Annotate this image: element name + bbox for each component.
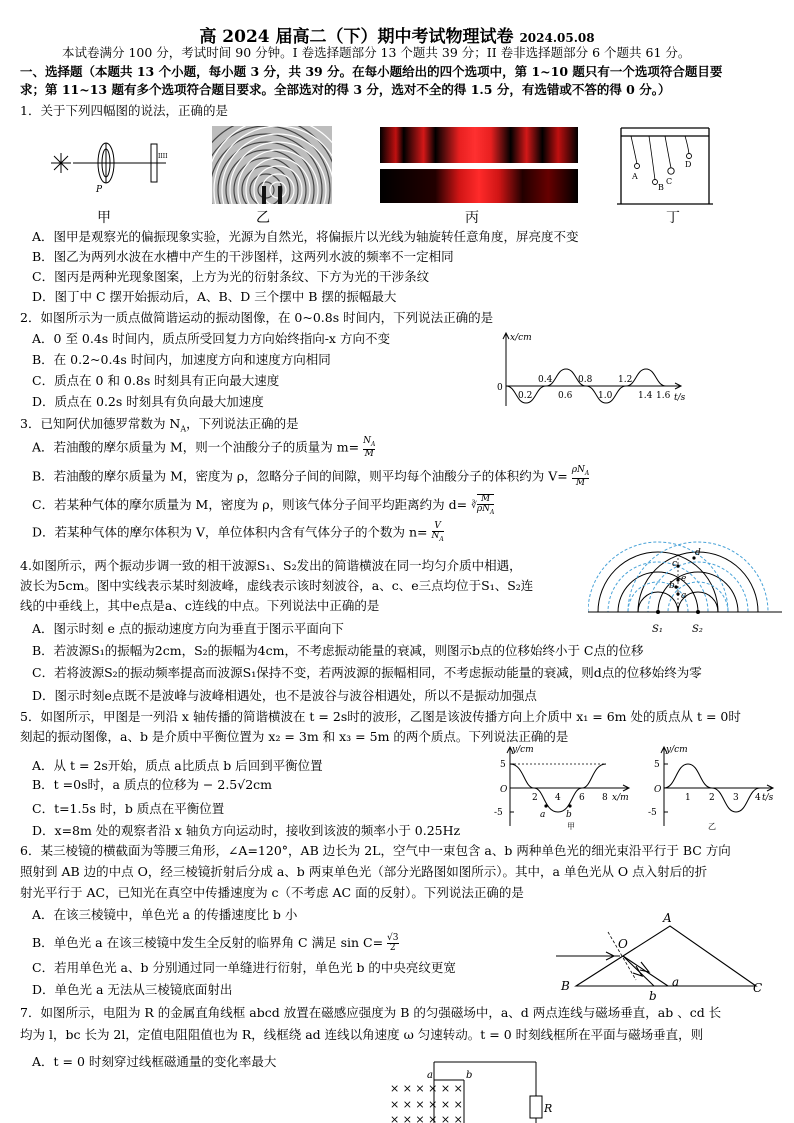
pendulum-label-a: A bbox=[632, 172, 638, 181]
q3-option-a: A．若油酸的摩尔质量为 M，则一个油酸分子的质量为 m= $\frac{N_A}{M}$ bbox=[32, 436, 376, 459]
svg-text:× × × × × ×: × × × × × × bbox=[390, 1082, 463, 1095]
q2-graph bbox=[494, 328, 694, 408]
svg-text:C: C bbox=[753, 981, 763, 995]
q4-stem-line1: 4.如图所示，两个振动步调一致的相干波源S₁、S₂发出的简谐横波在同一均匀介质中相遇， bbox=[20, 558, 522, 573]
q4-option-d: D．图示时刻e点既不是波峰与波峰相遇处，也不是波谷与波谷相遇处，所以不是振动加强点 bbox=[32, 688, 537, 703]
q7-stem-line1: 7．如图所示，电阻为 R 的金属直角线框 abcd 放置在磁感应强度为 B 的匀强磁场中，a、d 两点连线与磁场垂直，ab 、cd 长 bbox=[20, 1005, 722, 1020]
q4-figure bbox=[588, 536, 782, 640]
q1-figure-yi bbox=[212, 126, 332, 204]
svg-text:x/cm: x/cm bbox=[510, 333, 532, 343]
svg-text:b: b bbox=[669, 581, 675, 591]
q5-option-b: B．t =0s时，a 质点的位移为 − 2.5√2cm bbox=[32, 777, 273, 792]
q1-figure-bing bbox=[380, 125, 578, 205]
svg-text:0.6: 0.6 bbox=[558, 391, 573, 401]
svg-text:y/cm: y/cm bbox=[666, 745, 688, 755]
q5-stem-line1: 5．如图所示，甲图是一列沿 x 轴传播的简谐横波在 t = 2s时的波形，乙图是该波传播方向上介质中 x₁ = 6m 处的质点从 t = 0时 bbox=[20, 709, 741, 724]
svg-text:3: 3 bbox=[733, 793, 739, 803]
section-heading-line1: 一、选择题（本题共 13 个小题，每小题 3 分，共 39 分。在每小题给出的四个选项中，第 1~10 题只有一个选项符合题目要 bbox=[20, 64, 723, 79]
q3-option-d: D．若某种气体的摩尔体积为 V，单位体积内含有气体分子的个数为 n= $\frac{V}{N_A}$ bbox=[32, 521, 444, 543]
svg-text:y/cm: y/cm bbox=[512, 745, 534, 755]
svg-text:d: d bbox=[695, 548, 701, 558]
svg-text:1.4: 1.4 bbox=[638, 391, 653, 401]
svg-text:O: O bbox=[654, 785, 662, 795]
svg-text:t/s: t/s bbox=[762, 793, 774, 803]
svg-text:× × × × × ×: × × × × × × bbox=[390, 1113, 463, 1123]
q1-caption-ding: 丁 bbox=[666, 210, 680, 226]
q7-option-a: A．t = 0 时刻穿过线框磁通量的变化率最大 bbox=[32, 1054, 277, 1069]
svg-text:-5: -5 bbox=[494, 808, 503, 818]
q5-option-a: A．从 t = 2s开始，质点 a比质点 b 后回到平衡位置 bbox=[32, 758, 323, 773]
q2-option-d: D．质点在 0.2s 时刻具有负向最大加速度 bbox=[32, 394, 264, 409]
q4-stem-line2: 波长为5cm。图中实线表示某时刻波峰，虚线表示该时刻波谷，a、c、e三点均位于S₁、S₂连 bbox=[20, 578, 534, 593]
q6-stem-line3: 射光平行于 AC，已知光在真空中传播速度为 c（不考虑 AC 面的反射）。下列说法正确的是 bbox=[20, 885, 524, 900]
q2-option-b: B．在 0.2~0.4s 时间内，加速度方向和速度方向相同 bbox=[32, 352, 331, 367]
svg-text:0.8: 0.8 bbox=[578, 375, 593, 385]
q5-stem-line2: 刻起的振动图像，a、b 是介质中平衡位置为 x₂ = 3m 和 x₃ = 5m 的两个质点。下列说法正确的是 bbox=[20, 729, 569, 744]
svg-text:O: O bbox=[500, 785, 508, 795]
q5-graph-yi bbox=[644, 742, 778, 832]
q4-option-b: B．若波源S₁的振幅为2cm，S₂的振幅为4cm，不考虑振动能量的衰减，则图示b点的位移始终小于 C点的位移 bbox=[32, 643, 644, 658]
svg-text:2: 2 bbox=[709, 793, 715, 803]
svg-text:e: e bbox=[681, 574, 687, 584]
q6-stem-line1: 6．某三棱镜的横截面为等腰三角形，∠A=120°，AB 边长为 2L，空气中一束包含 a、b 两种单色光的细光束沿平行于 BC 方向 bbox=[20, 843, 731, 858]
q3-option-c: C．若某种气体的摩尔质量为 M，密度为 ρ，则该气体分子间平均距离约为 d= ∛ M $\rho N_A$ bbox=[32, 494, 495, 516]
svg-text:甲: 甲 bbox=[567, 822, 575, 831]
svg-text:b: b bbox=[466, 1070, 473, 1081]
exam-date: 2024.05.08 bbox=[519, 31, 595, 45]
q5-option-d: D．x=8m 处的观察者沿 x 轴负方向运动时，接收到该波的频率小于 0.25Hz bbox=[32, 823, 461, 838]
q2-option-a: A．0 至 0.4s 时间内，质点所受回复力方向始终指向-x 方向不变 bbox=[32, 331, 390, 346]
q1-option-d: D．图丁中 C 摆开始振动后，A、B、D 三个摆中 B 摆的振幅最大 bbox=[32, 289, 397, 304]
svg-text:4: 4 bbox=[555, 793, 561, 803]
svg-text:b: b bbox=[566, 810, 572, 820]
svg-text:a: a bbox=[672, 975, 680, 989]
q6-prism-figure bbox=[556, 910, 768, 1002]
q1-option-c: C．图丙是两种光现象图案，上方为光的衍射条纹、下方为光的干涉条纹 bbox=[32, 269, 430, 284]
page-title: 高 2024 届高二（下）期中考试物理试卷 2024.05.08 bbox=[199, 27, 595, 47]
svg-text:1.2: 1.2 bbox=[618, 375, 633, 385]
q6-option-b: B．单色光 a 在该三棱镜中发生全反射的临界角 C 满足 sin C= $\frac{√3}{2}$ bbox=[32, 933, 399, 953]
q1-caption-bing: 丙 bbox=[465, 210, 479, 226]
q7-stem-line2: 均为 l，bc 长为 2l，定值电阻阻值也为 R，线框绕 ad 连线以角速度 ω 匀速转动。t = 0 时刻线框所在平面与磁场垂直，则 bbox=[20, 1027, 704, 1042]
q2-stem: 2．如图所示为一质点做简谐运动的振动图像，在 0~0.8s 时间内，下列说法正确的是 bbox=[20, 310, 494, 325]
q1-caption-yi: 乙 bbox=[256, 210, 270, 226]
svg-text:0.2: 0.2 bbox=[518, 391, 533, 401]
svg-text:c: c bbox=[672, 559, 678, 569]
svg-text:O: O bbox=[618, 937, 628, 951]
q6-option-a: A．在该三棱镜中，单色光 a 的传播速度比 b 小 bbox=[32, 907, 298, 922]
q5-graph-jia bbox=[488, 742, 636, 832]
svg-text:IIII: IIII bbox=[158, 153, 168, 160]
svg-text:B: B bbox=[561, 979, 570, 993]
svg-text:0.4: 0.4 bbox=[538, 375, 553, 385]
q3-option-b: B．若油酸的摩尔质量为 M，密度为 ρ，忽略分子间的间隙，则平均每个油酸分子的体积约为 V= $\rho N_A$ M bbox=[32, 465, 590, 488]
svg-text:2: 2 bbox=[532, 793, 538, 803]
svg-text:4: 4 bbox=[755, 793, 761, 803]
polarizer-label: P bbox=[96, 185, 103, 195]
svg-text:6: 6 bbox=[579, 793, 585, 803]
exam-notice: 本试卷满分 100 分，考试时间 90 分钟。I 卷选择题部分 13 个题共 39 分；II 卷非选择题部分 6 个题共 61 分。 bbox=[62, 45, 691, 60]
q4-option-a: A．图示时刻 e 点的振动速度方向为垂直于图示平面向下 bbox=[32, 621, 344, 636]
q3-stem: 3．已知阿伏加德罗常数为 $N_A$，下列说法正确的是 bbox=[20, 416, 299, 434]
svg-text:x/m: x/m bbox=[612, 793, 629, 803]
svg-text:t/s: t/s bbox=[674, 393, 686, 403]
svg-text:R: R bbox=[544, 1102, 553, 1115]
svg-text:0: 0 bbox=[497, 383, 503, 393]
svg-text:a: a bbox=[427, 1070, 433, 1081]
svg-text:-5: -5 bbox=[648, 808, 657, 818]
q1-caption-jia: 甲 bbox=[97, 210, 111, 226]
svg-text:1.6: 1.6 bbox=[656, 391, 671, 401]
q1-option-b: B．图乙为两列水波在水槽中产生的干涉图样，这两列水波的频率不一定相同 bbox=[32, 249, 454, 264]
q6-stem-line2: 照射到 AB 边的中点 O，经三棱镜折射后分成 a、b 两束单色光（部分光路图如图所示）。其中，a 单色光从 O 点入射后的折 bbox=[20, 864, 708, 879]
pendulum-label-b: B bbox=[658, 183, 664, 192]
svg-text:1: 1 bbox=[685, 793, 691, 803]
q4-option-c: C．若将波源S₂的振动频率提高而波源S₁保持不变，若两波源的振幅相同，不考虑振动能量的衰减，则d点的位移始终为零 bbox=[32, 665, 702, 680]
q6-option-d: D．单色光 a 无法从三棱镜底面射出 bbox=[32, 982, 233, 997]
q7-figure bbox=[384, 1060, 554, 1123]
svg-text:b: b bbox=[649, 989, 657, 1002]
q4-stem-line3: 线的中垂线上，其中e点是a、c连线的中点。下列说法中正确的是 bbox=[20, 598, 380, 613]
svg-text:S₁: S₁ bbox=[652, 624, 663, 635]
q1-figure-ding bbox=[617, 124, 713, 206]
svg-text:a: a bbox=[681, 591, 687, 601]
svg-text:8: 8 bbox=[602, 793, 608, 803]
q6-option-c: C．若用单色光 a、b 分别通过同一单缝进行衍射，单色光 b 的中央亮纹更宽 bbox=[32, 960, 456, 975]
svg-text:乙: 乙 bbox=[708, 822, 716, 831]
svg-text:S₂: S₂ bbox=[692, 624, 703, 635]
svg-text:× × × × × ×: × × × × × × bbox=[390, 1098, 463, 1111]
svg-text:5: 5 bbox=[654, 760, 660, 770]
pendulum-label-c: C bbox=[666, 177, 673, 186]
svg-text:5: 5 bbox=[500, 760, 506, 770]
pendulum-label-d: D bbox=[685, 160, 692, 169]
q1-stem: 1．关于下列四幅图的说法，正确的是 bbox=[20, 103, 228, 118]
q5-option-c: C．t=1.5s 时，b 质点在平衡位置 bbox=[32, 801, 225, 816]
q2-option-c: C．质点在 0 和 0.8s 时刻具有正向最大速度 bbox=[32, 373, 280, 388]
svg-text:a: a bbox=[540, 810, 546, 820]
q1-figure-jia bbox=[48, 130, 176, 200]
svg-text:1.0: 1.0 bbox=[598, 391, 613, 401]
section-heading-line2: 求；第 11~13 题有多个选项符合题目要求。全部选对的得 3 分，选对不全的得 1.5 分，有选错或不答的得 0 分。） bbox=[20, 82, 671, 97]
svg-text:A: A bbox=[663, 911, 672, 925]
q1-option-a: A．图甲是观察光的偏振现象实验，光源为自然光，将偏振片以光线为轴旋转任意角度，屏亮度不变 bbox=[32, 229, 579, 244]
